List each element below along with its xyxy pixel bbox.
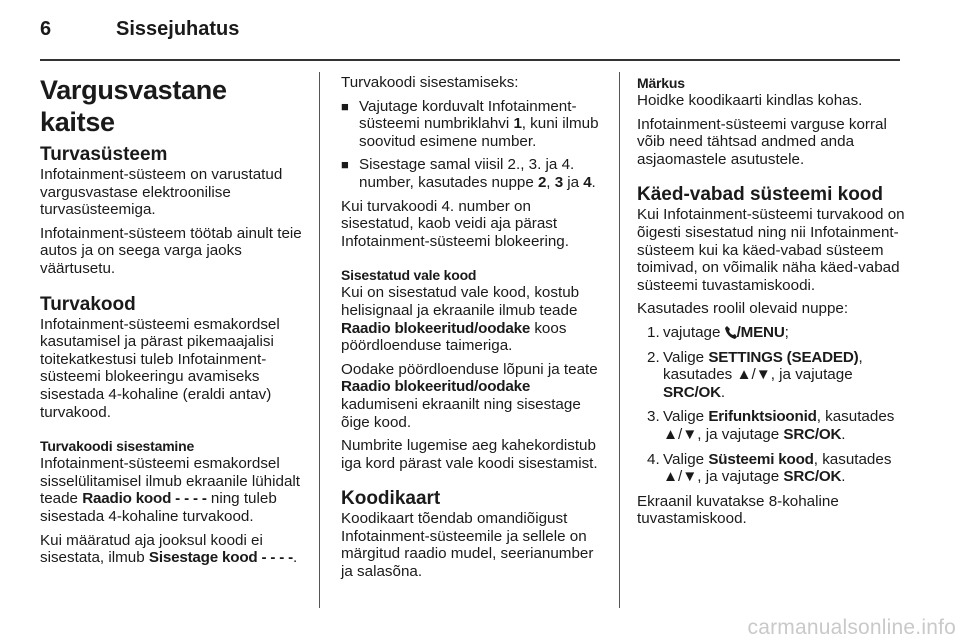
menu-label: SETTINGS (SEADED) [708,348,859,366]
text-run: . [720,383,726,401]
paragraph: Ekraanil kuvatakse 8-kohaline tuvastamiskood. [637,492,839,528]
display-message: Raadio kood - - - - [82,490,207,508]
chapter-title: Sissejuhatus [116,18,240,40]
text-run: Valige [663,408,709,426]
heading-turvakood: Turvakood [40,293,136,315]
paragraph [40,455,306,525]
bullet-square-icon: ■ [341,157,349,173]
list-item [637,451,905,486]
text-run: , kasutades ▲/▼, ja vajutage [663,348,863,384]
note-heading: Märkus [637,75,685,91]
menu-label: Süsteemi kood [708,450,814,468]
list-item [341,98,607,151]
paragraph: Koodikaart tõendab omandiõigust Infotainment-süsteemile ja sellele on märgitud raadio mudel, seerianumber ja salasõna. [341,510,594,581]
heading-sisestatud-vale-kood: Sisestatud vale kood [341,267,477,284]
list-item [637,324,905,342]
text-run: vajutage [663,323,725,341]
paragraph: Turvakoodi sisestamiseks: [341,74,519,91]
key-label: 4 [583,173,592,191]
step-number: 2. [647,348,660,366]
text-run: , kasutades ▲/▼, ja vajutage [663,408,895,443]
step-number: 1. [647,323,660,341]
paragraph: Kui Infotainment-süsteemi turvakood on õigesti sisestatud ning nii Infotainment-süsteem kui ka käed-vabad süsteem toimivad, on võimalik näha käed-vabad süsteemi tuvastamiskoodi. [637,206,905,294]
column-divider-1 [319,72,320,608]
section-title: Vargusvastane kaitse [40,75,227,137]
display-message: Raadio blokeeritud/oodake [341,378,531,396]
paragraph [341,361,607,431]
bullet-square-icon: ■ [341,98,349,114]
text-run: . [591,173,596,191]
paragraph [341,284,607,354]
text-run: Valige [663,450,709,468]
text-run: Vajutage korduvalt Infotainment-süsteemi numbriklahvi [359,97,577,133]
text-run: , kasutades ▲/▼, ja vajutage [663,450,892,486]
text-run: . [841,468,846,486]
paragraph: Hoidke koodikaarti kindlas kohas. [637,92,863,109]
button-label: MENU [740,323,785,341]
list-item [637,408,905,443]
section-kaed-vabad-susteemi-kood [637,184,905,528]
text-run: . [841,425,846,443]
button-label: SRC/OK [783,468,842,486]
heading-kaed-vabad-susteemi-kood: Käed-vabad süsteemi kood [637,184,884,206]
column-3 [637,74,905,534]
heading-turvasusteem: Turvasüsteem [40,144,168,165]
text-run: koos pöördloenduse taimeriga. [341,319,567,355]
text-run: , kuni ilmub soovitud esimene number. [359,115,599,150]
text-run: / [736,323,741,341]
display-message: Raadio blokeeritud/oodake [341,319,531,337]
button-label: SRC/OK [783,425,842,443]
column-2 [341,74,607,587]
list-item [341,156,607,191]
section-turvakoodi-sisestamine [40,437,306,567]
column-divider-2 [619,72,620,608]
text-run: Kui on sisestatud vale kood, kostub helisignaal ja ekraanile ilmub teade [341,284,580,319]
paragraph: Numbrite lugemise aeg kahekordistub iga kord pärast vale koodi sisestamist. [341,437,598,472]
column-1 [40,74,306,573]
text-run: Valige [663,348,709,366]
paragraph [40,532,306,567]
text-run: . [293,549,298,567]
section-koodikaart [341,488,607,580]
text-run: Oodake pöördloenduse lõpuni ja teate [341,360,598,378]
paragraph: Infotainment-süsteemi esmakordsel kasutamisel ja pärast pikemaajalisi toitekatkestusi tuleb Infotainment-süsteemi blokeeringu avamiseks sisestada 4-kohaline (eraldi antav) turvakood. [40,315,280,421]
key-label: 2 [538,173,547,191]
bullet-list [341,98,607,192]
paragraph: Kasutades roolil olevaid nuppe: [637,300,849,318]
display-message: Sisestage kood - - - - [148,549,294,567]
text-run: ning tuleb sisestada 4-kohaline turvakood. [40,490,277,525]
key-label: 1 [513,115,522,133]
paragraph: Infotainment-süsteem on varustatud vargusvastase elektroonilise turvasüsteemiga. [40,166,283,219]
button-label: SRC/OK [663,383,721,401]
text-run: ; [784,323,789,341]
page-number: 6 [40,18,52,40]
phone-hook-icon [725,325,737,339]
paragraph: Kui turvakoodi 4. number on sisestatud, kaob veidi aja pärast Infotainment-süsteemi blokeering. [341,197,569,250]
text-run: Kui määratud aja jooksul koodi ei sisestata, ilmub [40,531,263,567]
paragraph: Infotainment-süsteem töötab ainult teie autos ja on seega varga jaoks väärtusetu. [40,224,302,277]
text-run: ja [562,173,584,191]
section-turvakood [40,294,306,422]
section-turvasusteem [40,144,306,278]
key-label: 3 [554,173,563,191]
text-run: Infotainment-süsteemi esmakordsel sisselülitamisel ilmub ekraanile lühidalt teade [40,455,300,508]
watermark: carmanualsonline.info [747,616,956,639]
list-item [637,349,905,402]
steps-list [637,324,905,486]
text-run: , [546,173,555,191]
text-run: kadumiseni ekraanilt ning sisestage õige kood. [341,395,581,431]
paragraph: Infotainment-süsteemi varguse korral võib need tähtsad andmed anda asjaomastele asutustele. [637,115,887,168]
step-number: 3. [647,408,660,426]
heading-turvakoodi-sisestamine: Turvakoodi sisestamine [40,438,195,455]
menu-label: Erifunktsioonid [708,408,817,426]
step-number: 4. [647,450,660,468]
header-divider [40,59,900,61]
text-run: Sisestage samal viisil 2., 3. ja 4. number, kasutades nuppe [359,156,575,191]
heading-koodikaart: Koodikaart [341,488,441,510]
section-sisestatud-vale-kood [341,266,607,472]
